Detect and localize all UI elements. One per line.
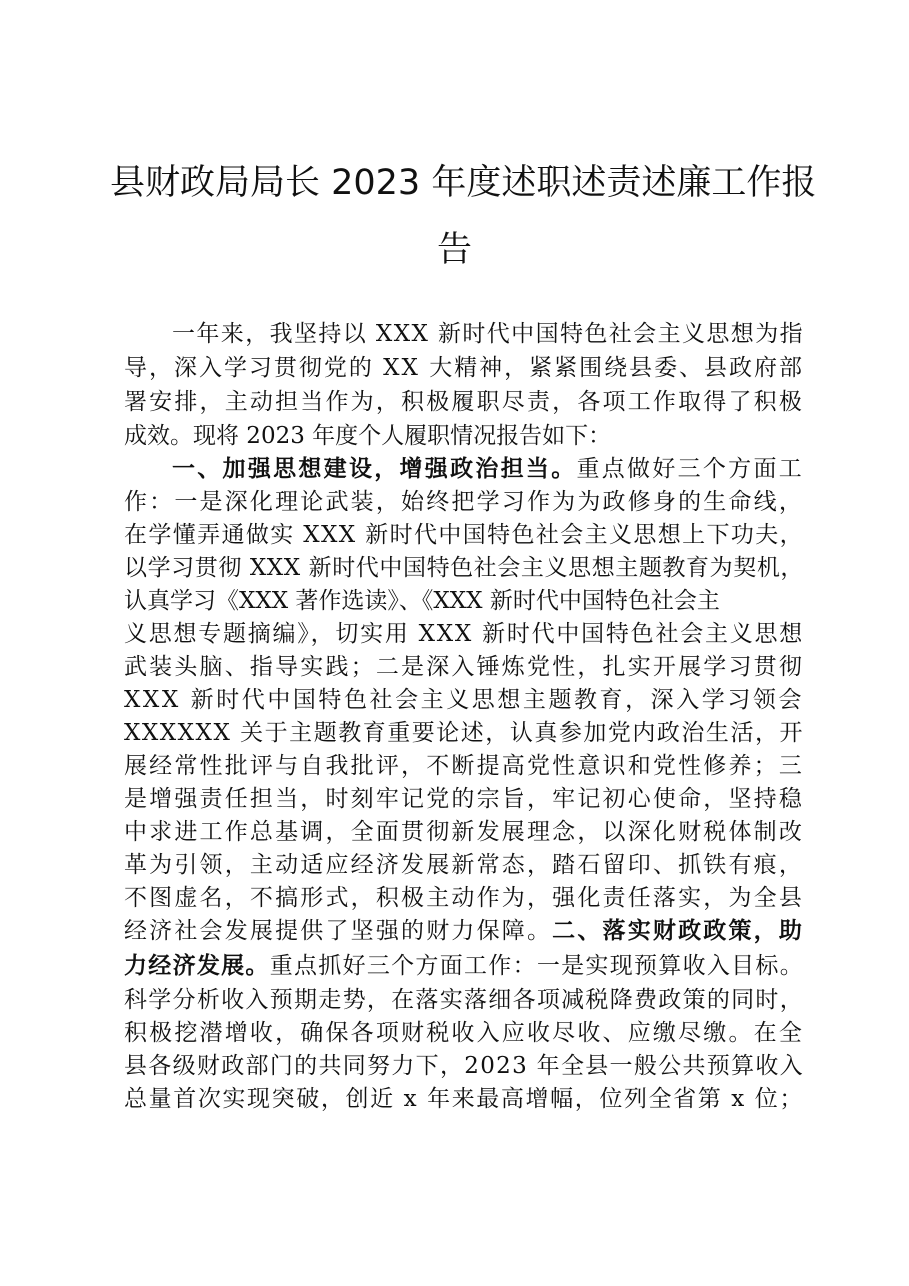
line-text: 成效。现将 2023 年度个人履职情况报告如下： bbox=[124, 423, 612, 449]
body-line bbox=[124, 419, 804, 453]
body-line bbox=[124, 914, 804, 948]
body-line bbox=[124, 1016, 804, 1050]
section-heading: 二、落实财政政策，助 bbox=[552, 918, 805, 944]
document-title-line-2: 告 bbox=[436, 230, 472, 270]
section-heading: 一、加强思想建设，增强政治担当。 bbox=[172, 456, 577, 482]
body-line bbox=[124, 782, 804, 816]
line-text: 不图虚名，不搞形式，积极主动作为，强化责任落实，为全县 bbox=[124, 885, 804, 911]
body-line bbox=[172, 317, 804, 351]
body-line bbox=[124, 617, 804, 651]
line-text: 县各级财政部门的共同努力下，2023 年全县一般公共预算收入 bbox=[124, 1053, 804, 1079]
line-text: 以学习贯彻 XXX 新时代中国特色社会主义思想主题教育为契机， bbox=[124, 555, 804, 581]
body-line bbox=[124, 949, 804, 983]
line-text: 认真学习《XXX 著作选读》、《XXX 新时代中国特色社会主 bbox=[124, 588, 720, 614]
line-text: 中求进工作总基调，全面贯彻新发展理念，以深化财税体制改 bbox=[124, 819, 804, 845]
line-text: 总量首次实现突破，创近 x 年来最高增幅，位列全省第 x 位； bbox=[124, 1086, 804, 1112]
body-line bbox=[124, 584, 804, 618]
line-text: 重点做好三个方面工 bbox=[576, 456, 805, 482]
line-text: 革为引领，主动适应经济发展新常态，踏石留印、抓铁有痕， bbox=[124, 852, 804, 878]
line-text: 科学分析收入预期走势，在落实落细各项减税降费政策的同时， bbox=[124, 987, 804, 1013]
body-line bbox=[124, 848, 804, 882]
body-line bbox=[124, 385, 804, 419]
body-line bbox=[124, 983, 804, 1017]
body-line bbox=[124, 881, 804, 915]
body-line bbox=[124, 485, 804, 519]
body-line bbox=[124, 1082, 804, 1116]
body-line bbox=[124, 749, 804, 783]
body-line bbox=[124, 351, 804, 385]
line-text: 义思想专题摘编》，切实用 XXX 新时代中国特色社会主义思想 bbox=[124, 621, 804, 647]
line-text: 是增强责任担当，时刻牢记党的宗旨，牢记初心使命，坚持稳 bbox=[124, 786, 804, 812]
line-text: 导，深入学习贯彻党的 XX 大精神，紧紧围绕县委、县政府部 bbox=[124, 355, 804, 381]
line-text: 一年来，我坚持以 XXX 新时代中国特色社会主义思想为指 bbox=[172, 321, 804, 347]
body-line bbox=[124, 1049, 804, 1083]
line-text: 展经常性批评与自我批评，不断提高党性意识和党性修养；三 bbox=[124, 753, 804, 779]
body-line bbox=[172, 452, 804, 486]
line-text: 经济社会发展提供了坚强的财力保障。 bbox=[124, 918, 553, 944]
line-text: 武装头脑、指导实践；二是深入锤炼党性，扎实开展学习贯彻 bbox=[124, 654, 804, 680]
document-title-line-1: 县财政局局长 2023 年度述职述责述廉工作报 bbox=[110, 163, 817, 203]
section-heading: 力经济发展。 bbox=[124, 953, 270, 979]
body-line bbox=[124, 815, 804, 849]
line-text: 积极挖潜增收，确保各项财税收入应收尽收、应缴尽缴。在全 bbox=[124, 1020, 804, 1046]
line-text: XXXXXX 关于主题教育重要论述，认真参加党内政治生活，开 bbox=[124, 720, 804, 746]
body-line bbox=[124, 683, 804, 717]
line-text: XXX 新时代中国特色社会主义思想主题教育，深入学习领会 bbox=[124, 687, 804, 713]
body-line bbox=[124, 551, 804, 585]
body-line bbox=[124, 518, 804, 552]
line-text: 署安排，主动担当作为，积极履职尽责，各项工作取得了积极 bbox=[124, 389, 804, 415]
body-line bbox=[124, 716, 804, 750]
line-text: 作：一是深化理论武装，始终把学习作为为政修身的生命线， bbox=[124, 489, 804, 515]
line-text: 重点抓好三个方面工作：一是实现预算收入目标。 bbox=[269, 953, 805, 979]
body-line bbox=[124, 650, 804, 684]
line-text: 在学懂弄通做实 XXX 新时代中国特色社会主义思想上下功夫， bbox=[124, 522, 804, 548]
